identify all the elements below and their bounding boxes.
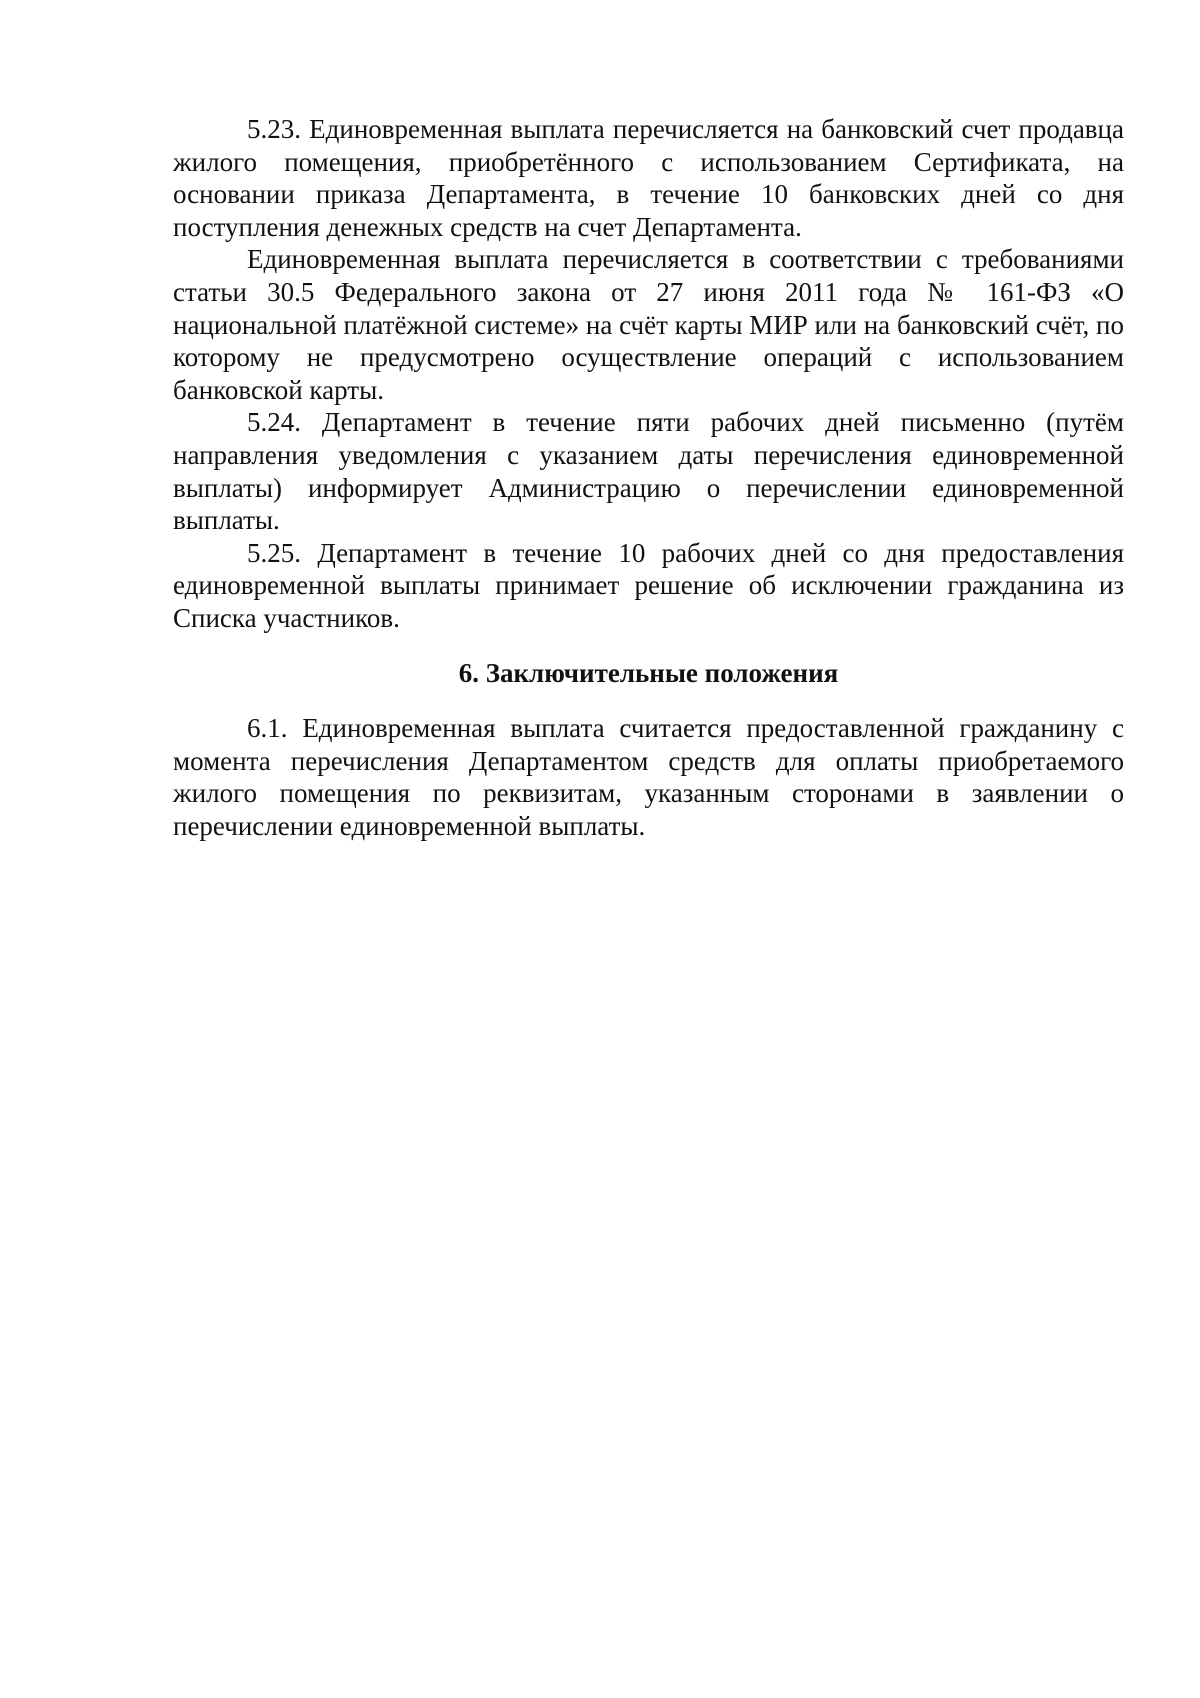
paragraph-5-23: 5.23. Единовременная выплата перечисляется на банковский счет продавца жилого помещения, приобретённого с использованием Сертификата, на основании приказа Департамента, в течение 10 банковских дней со дня поступления денежных средств на счет Департамента. (173, 114, 1124, 242)
paragraph-5-24: 5.24. Департамент в течение пяти рабочих дней письменно (путём направления уведомления с указанием даты перечисления единовременной выплаты) информирует Администрацию о перечислении единовременной выплаты. (173, 407, 1124, 536)
section-6-heading: 6. Заключительные положения (458, 657, 839, 688)
paragraph-5-25: 5.25. Департамент в течение 10 рабочих дней со дня предоставления единовременной выплаты принимает решение об исключении гражданина из Списка участников. (173, 537, 1124, 633)
paragraph-5-23-continued: Единовременная выплата перечисляется в соответствии с требованиями статьи 30.5 Федерального закона от 27 июня 2011 года № 161-ФЗ «О национальной платёжной системе» на счёт карты МИР или на банковский счёт, по которому не предусмотрено осуществление операций с использованием банковской карты. (173, 244, 1124, 405)
paragraph-6-1: 6.1. Единовременная выплата считается предоставленной гражданину с момента перечисления Департаментом средств для оплаты приобретаемого жилого помещения по реквизитам, указанным сторонами в заявлении о перечислении единовременной выплаты. (173, 713, 1124, 841)
document-body (173, 113, 1124, 842)
